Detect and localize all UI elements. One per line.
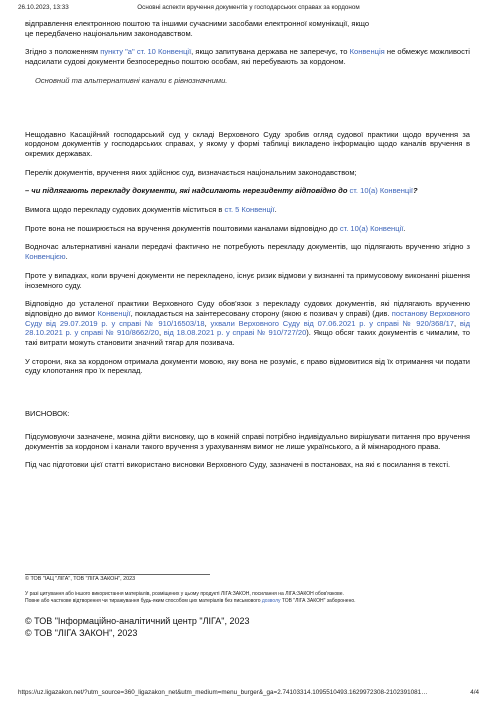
copyright-line: © ТОВ "ЛІГА ЗАКОН", 2023 <box>25 628 138 639</box>
link-ruling-910-727-20[interactable]: від 18.08.2021 р. у справі № 910/727/20 <box>163 328 307 338</box>
link-convention-article-10a[interactable]: пункту "а" ст. 10 Конвенції <box>100 47 192 57</box>
link-convention-article-10a[interactable]: ст. 10(а) Конвенції <box>339 223 404 233</box>
paragraph: Водночас альтернативні канали передачі фактично не потребують перекладу документів, що підлягають врученню згідно з Конвенцією. <box>25 242 470 262</box>
paragraph: Вимога щодо перекладу судових документів міститься в ст. 5 Конвенції. <box>25 205 277 215</box>
paragraph: відправлення електронною поштою та іншими сучасними засобами електронної комунікації, якщо це передбачено національним законодавством. <box>25 19 370 38</box>
link-convention[interactable]: Конвенції <box>97 308 131 318</box>
print-datetime: 26.10.2023, 13:33 <box>18 4 69 11</box>
paragraph: Під час підготовки цієї статті використано висновки Верховного Суду, зазначені в постановах, на які є посилання в тексті. <box>25 460 451 470</box>
copyright-line: © ТОВ "Інформаційно-аналітичний центр "ЛІГА", 2023 <box>25 616 250 626</box>
link-ruling-910-16503-18[interactable]: постанову Верховного Суду від 29.07.2019 р. у справі № 910/16503/18 <box>25 308 471 328</box>
article-body <box>25 19 470 470</box>
permission-link[interactable]: дозволу <box>261 598 281 604</box>
paragraph: Підсумовуючи зазначене, можна дійти висновку, що в кожній справі потрібно індивідуально вирішувати питання про вручення документів за кордоном і канали такого вручення з урахуванням вимог не лише українського, а й міжнародного права. <box>25 431 470 451</box>
question-paragraph: – чи підлягають перекладу документи, які надсилають нерезиденту відповідно до ст. 10(а) Конвенції? <box>25 186 418 196</box>
print-title: Основні аспекти вручення документів у господарських справах за кордоном <box>137 4 360 11</box>
paragraph: Відповідно до усталеної практики Верховного Суду обов'язок з перекладу судових документів, які підлягають врученню відповідно до вимог Конвенції, покладається на заінтересовану сторону (якою є позивач у справі) (див. постанову Верховного Суду від 29.07.2019 р. у справі № 910/16503/18, ухвали Верховного Суду від 07.06.2021 р. у справі № 920/368/17, від 28.10.2021 р. у справі № 910/8662/20, від 18.08.2021 р. у справі № 910/727/20). Якщо обсяг таких документів є чималим, то такі витрати можуть становити значний тягар для позивача. <box>25 299 471 348</box>
usage-notice: У разі цитування або іншого використання матеріалів, розміщених у цьому продукті ЛІГА:ЗАКОН, посилання на ЛІГА:ЗАКОН обов'язкове. Повне або часткове відтворення чи тиражування будь-яким способом цих матеріалів без письмового дозволу ТОВ "ЛІГА ЗАКОН" заборонено. <box>25 591 356 604</box>
paragraph: Проте вона не поширюється на вручення документів поштовими каналами відповідно до ст. 10(а) Конвенції. <box>25 223 406 233</box>
paragraph: Нещодавно Касаційний господарський суд у складі Верховного Суду зробив огляд судової практики щодо вручення за кордоном документів у господарських справах, у якому у формі таблиці викладено інформацію щодо каналів вручення в окремих державах. <box>25 129 470 158</box>
link-convention[interactable]: Конвенція <box>349 47 385 57</box>
paragraph: Проте у випадках, коли вручені документи не перекладено, існує ризик відмови у визнанні та примусовому виконанні рішення іноземного суду. <box>25 270 470 290</box>
link-ruling-910-8662-20[interactable]: від 28.10.2021 р. у справі № 910/8662/20 <box>25 318 470 338</box>
link-convention-article-5[interactable]: ст. 5 Конвенції <box>224 205 275 215</box>
footer-divider <box>25 574 210 575</box>
conclusion-heading: ВИСНОВОК: <box>25 409 70 419</box>
paragraph: У сторони, яка за кордоном отримала документи мовою, яку вона не розуміє, є право відмовитися від їх отримання чи подати суду клопотання про їх переклад. <box>25 356 470 376</box>
link-convention-article-10a[interactable]: ст. 10(а) Конвенції <box>349 186 413 196</box>
copyright-block <box>25 615 250 640</box>
paragraph: Перелік документів, вручення яких здійснює суд, визначається національним законодавством; <box>25 167 357 177</box>
paragraph: Згідно з положенням пункту "а" ст. 10 Конвенції, якщо запитувана держава не заперечує, то Конвенція не обмежує можливості надсилати судові документи безпосередньо поштою особам, які перебувають за кордоном. <box>25 47 470 67</box>
page-url: https://uz.ligazakon.net/?utm_source=360_ligazakon_net&utm_medium=menu_burger&_ga=2.74103314.1095510493.1629972308-2102391081… <box>18 689 428 696</box>
copyright-small: © ТОВ "ІАЦ "ЛІГА", ТОВ "ЛІГА ЗАКОН", 2023 <box>25 576 136 582</box>
subheading: Основний та альтернативні канали є рівнозначними. <box>35 75 228 85</box>
link-convention[interactable]: Конвенцією <box>25 252 66 262</box>
print-header <box>18 4 479 14</box>
link-ruling-920-368-17[interactable]: ухвали Верховного Суду від 07.06.2021 р. у справі № 920/368/17 <box>210 318 454 328</box>
page-number: 4/4 <box>470 689 479 696</box>
